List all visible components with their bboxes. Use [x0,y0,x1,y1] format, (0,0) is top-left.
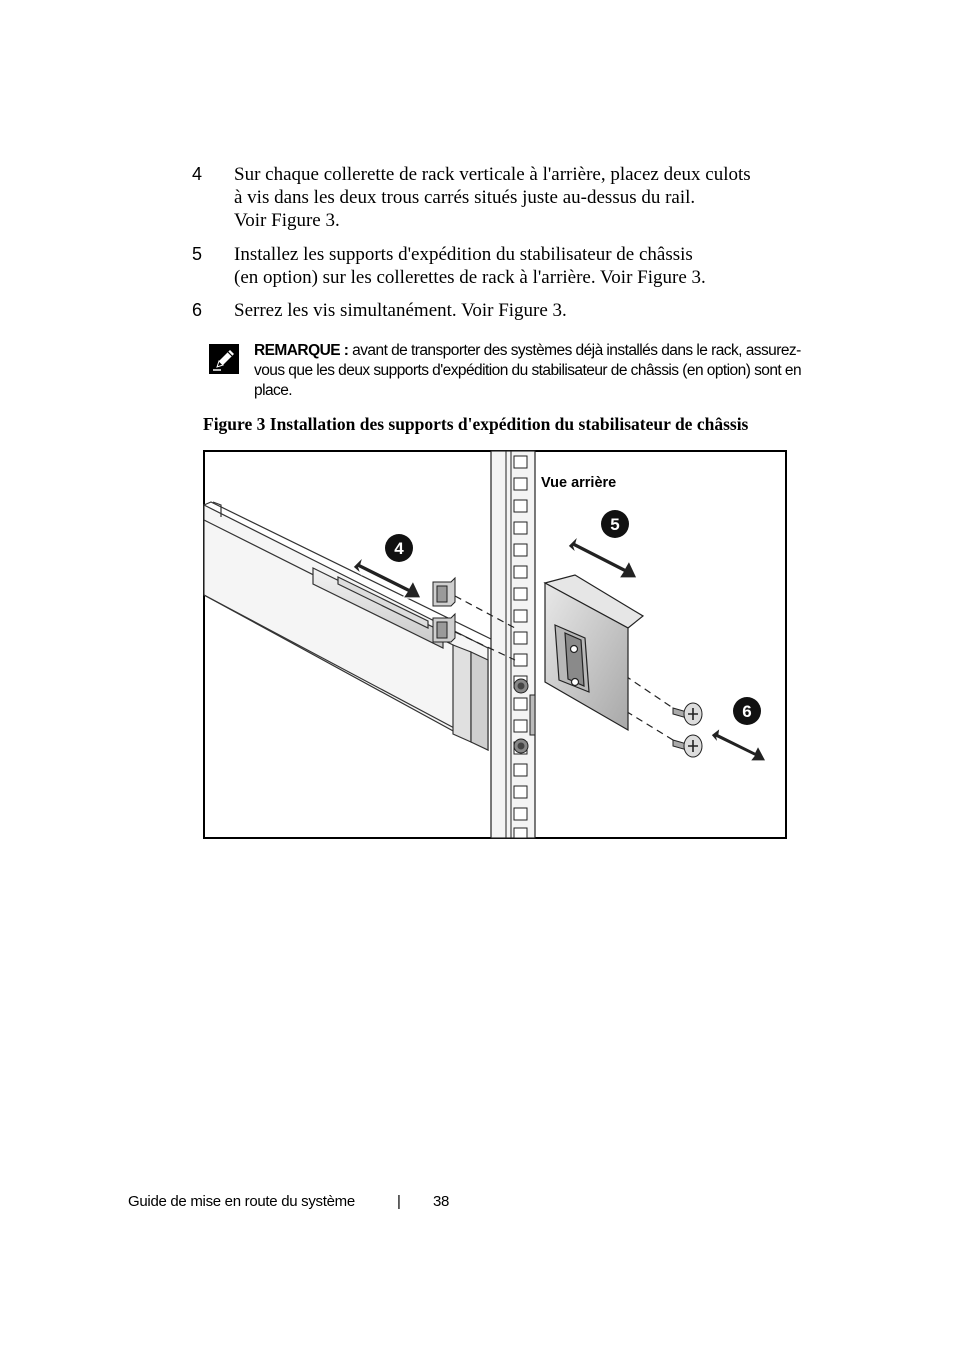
step-line: Sur chaque collerette de rack verticale à l'arrière, placez deux culots [234,164,751,185]
figure-caption: Figure 3 Installation des supports d'expédition du stabilisateur de châssis [203,414,749,434]
svg-text:5: 5 [610,515,620,534]
step-line: Installez les supports d'expédition du stabilisateur de châssis [234,244,693,265]
figure-illustration [203,450,787,839]
callout-5 [601,510,629,538]
note-label: REMARQUE : [254,342,349,359]
step-text [234,243,864,289]
page-number: 38 [433,1193,450,1210]
step-5 [192,243,862,289]
step-line: à vis dans les deux trous carrés situés juste au-dessus du rail. [234,187,696,208]
footer-separator: | [397,1193,401,1210]
callout-4 [385,534,413,562]
note-body: avant de transporter des systèmes déjà installés dans le rack, assurez-vous que les deux supports d'expédition du stabilisateur de châssis (en option) sont en place. [254,342,802,399]
step-number: 4 [192,164,203,184]
svg-text:4: 4 [394,539,404,558]
step-text [234,299,864,322]
step-4 [192,163,862,233]
note-text [254,341,814,401]
step-line: Serrez les vis simultanément. Voir Figure 3. [234,300,567,321]
step-number: 6 [192,300,203,320]
note-pencil-icon [209,344,239,374]
rack-flange [491,451,535,838]
footer-title: Guide de mise en route du système [128,1193,355,1210]
step-6 [192,299,862,322]
callout-6 [733,697,761,725]
view-label: Vue arrière [541,475,617,491]
step-line: (en option) sur les collerettes de rack à l'arrière. Voir Figure 3. [234,267,706,288]
svg-text:6: 6 [742,702,752,721]
step-number: 5 [192,244,203,264]
step-line: Voir Figure 3. [234,210,340,231]
step-text [234,163,864,232]
